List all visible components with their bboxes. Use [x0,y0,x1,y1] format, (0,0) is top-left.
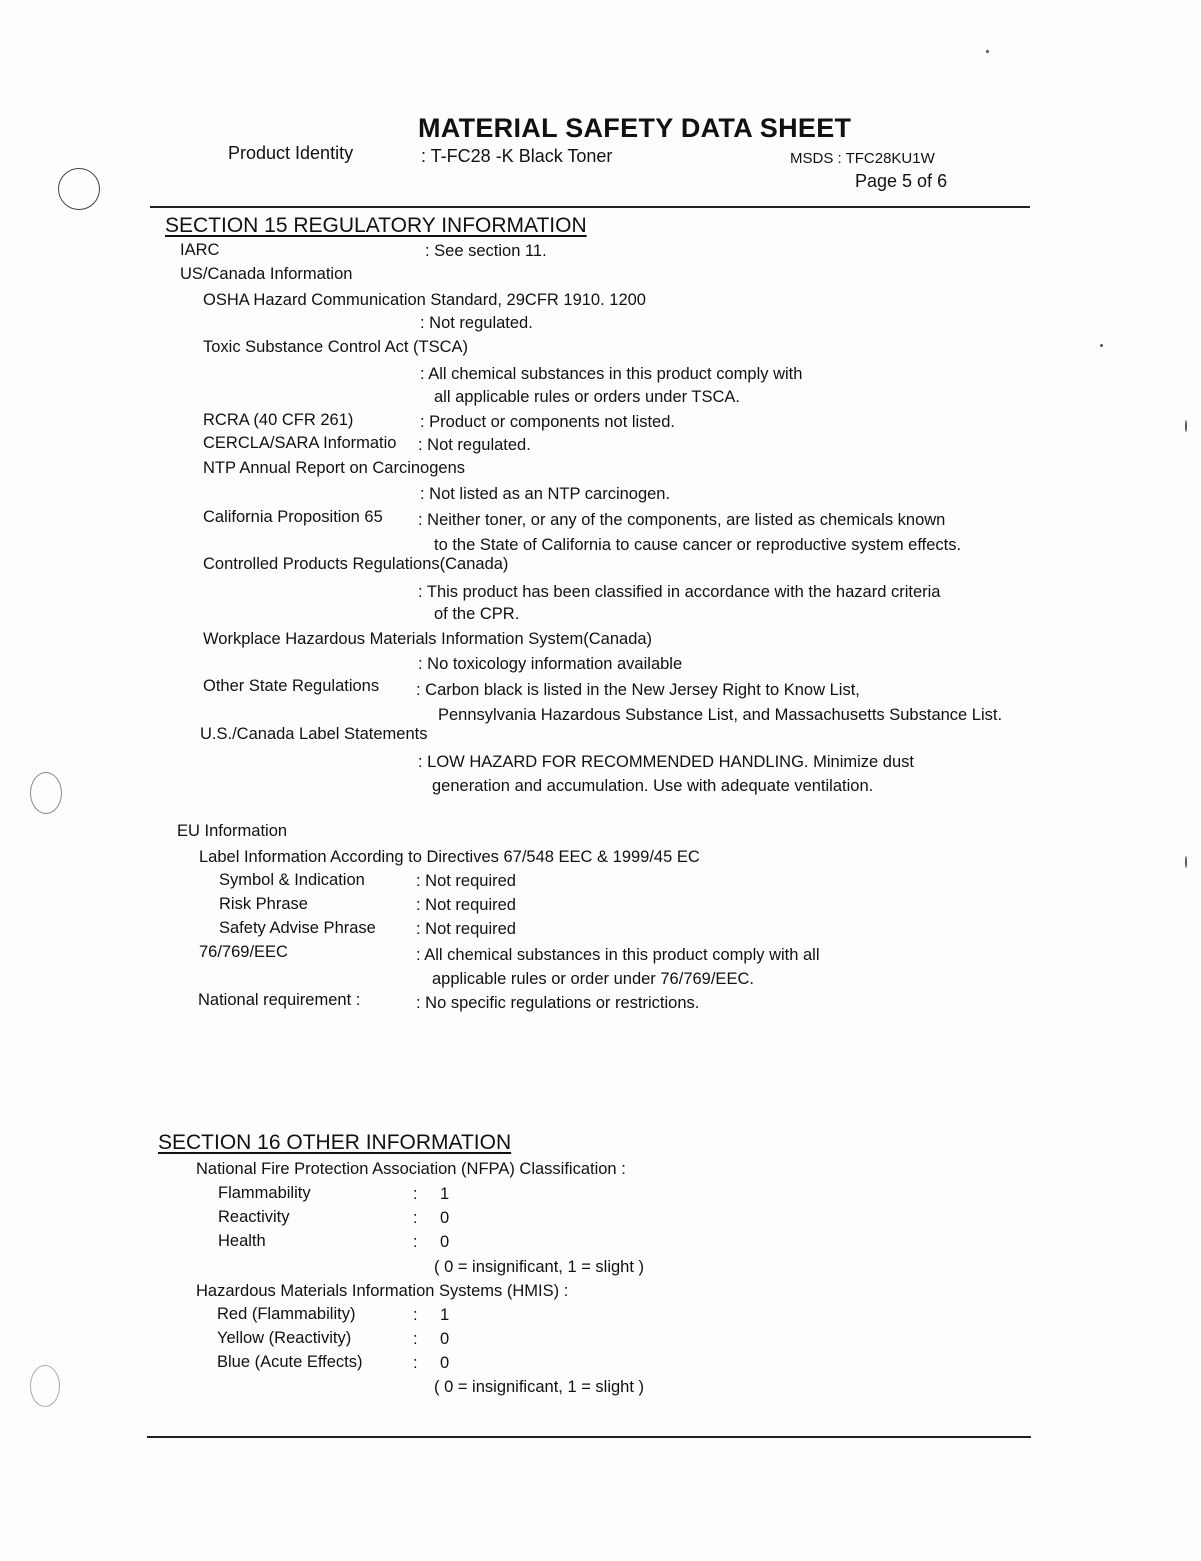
value-symbol-indication: : Not required [416,872,516,890]
value-iarc: : See section 11. [425,242,547,260]
value-national-requirement: : No specific regulations or restrictions. [416,994,700,1012]
value-cercla-sara: : Not regulated. [418,436,531,454]
section-16-heading: SECTION 16 OTHER INFORMATION [158,1131,512,1154]
label-controlled-products: Controlled Products Regulations(Canada) [203,555,509,573]
value-california-prop-65-line2: to the State of California to cause cancer or reproductive system effects. [434,536,962,554]
label-symbol-indication: Symbol & Indication [219,871,365,889]
label-national-requirement: National requirement : [198,991,361,1009]
value-osha: : Not regulated. [420,314,533,332]
label-safety-advise-phrase: Safety Advise Phrase [219,919,376,937]
label-eu-directives: Label Information According to Directives 67/548 EEC & 1999/45 EC [199,848,700,866]
value-tsca-line2: all applicable rules or orders under TSCA. [434,388,741,406]
value-ntp: : Not listed as an NTP carcinogen. [420,485,671,503]
label-hmis-yellow: Yellow (Reactivity) [217,1329,352,1347]
label-ntp: NTP Annual Report on Carcinogens [203,459,466,477]
value-label-statements-line2: generation and accumulation. Use with adequate ventilation. [432,777,874,795]
scan-speck [986,50,989,53]
label-nfpa-flammability: Flammability [218,1184,311,1202]
value-whmis: : No toxicology information available [418,655,683,673]
value-hmis-red: 1 [440,1306,450,1324]
label-76-769-eec: 76/769/EEC [199,943,288,961]
document-title: MATERIAL SAFETY DATA SHEET [418,113,852,143]
value-76-769-eec-line2: applicable rules or order under 76/769/EEC. [432,970,754,988]
value-rcra: : Product or components not listed. [420,413,675,431]
label-tsca: Toxic Substance Control Act (TSCA) [203,338,469,356]
colon: : [413,1185,418,1203]
colon: : [413,1233,418,1251]
footer-rule [147,1436,1031,1438]
colon: : [413,1354,418,1372]
label-eu-information: EU Information [177,822,288,840]
colon: : [413,1209,418,1227]
product-identity-label: Product Identity [228,143,354,163]
label-hmis: Hazardous Materials Information Systems (HMIS) : [196,1282,569,1300]
label-whmis: Workplace Hazardous Materials Information System(Canada) [203,630,653,648]
label-risk-phrase: Risk Phrase [219,895,308,913]
value-nfpa-flammability: 1 [440,1185,450,1203]
product-identity-value: : T-FC28 -K Black Toner [421,146,613,166]
binder-hole-mark [30,1365,60,1407]
header-rule [150,206,1030,208]
value-hmis-yellow: 0 [440,1330,450,1348]
colon: : [413,1306,418,1324]
label-other-state: Other State Regulations [203,677,380,695]
value-nfpa-reactivity: 0 [440,1209,450,1227]
value-california-prop-65-line1: : Neither toner, or any of the components, are listed as chemicals known [418,511,946,529]
value-safety-advise-phrase: : Not required [416,920,516,938]
value-other-state-line2: Pennsylvania Hazardous Substance List, and Massachusetts Substance List. [438,706,1003,724]
label-hmis-red: Red (Flammability) [217,1305,356,1323]
label-us-canada-information: US/Canada Information [180,265,353,283]
label-hmis-blue: Blue (Acute Effects) [217,1353,363,1371]
label-iarc: IARC [180,241,220,259]
value-controlled-products-line1: : This product has been classified in accordance with the hazard criteria [418,583,941,601]
label-california-prop-65: California Proposition 65 [203,508,383,526]
value-tsca-line1: : All chemical substances in this product comply with [420,365,803,383]
msds-number: MSDS : TFC28KU1W [790,150,935,167]
scan-speck [1100,344,1103,347]
value-risk-phrase: : Not required [416,896,516,914]
value-label-statements-line1: : LOW HAZARD FOR RECOMMENDED HANDLING. Minimize dust [418,753,914,771]
colon: : [413,1330,418,1348]
label-cercla-sara: CERCLA/SARA Informatio [203,434,397,452]
section-15-heading: SECTION 15 REGULATORY INFORMATION [165,214,587,237]
binder-hole-mark [58,168,100,210]
value-other-state-line1: : Carbon black is listed in the New Jersey Right to Know List, [416,681,860,699]
label-rcra: RCRA (40 CFR 261) [203,411,354,429]
hmis-legend: ( 0 = insignificant, 1 = slight ) [434,1378,645,1396]
binder-hole-mark [30,772,62,814]
scan-speck [1185,856,1187,868]
value-nfpa-health: 0 [440,1233,450,1251]
label-nfpa: National Fire Protection Association (NFPA) Classification : [196,1160,626,1178]
label-nfpa-reactivity: Reactivity [218,1208,290,1226]
value-76-769-eec-line1: : All chemical substances in this product comply with all [416,946,820,964]
value-hmis-blue: 0 [440,1354,450,1372]
label-us-canada-label-statements: U.S./Canada Label Statements [200,725,428,743]
value-controlled-products-line2: of the CPR. [434,605,520,623]
label-nfpa-health: Health [218,1232,266,1250]
scan-speck [1185,420,1187,432]
page-number: Page 5 of 6 [855,171,948,191]
nfpa-legend: ( 0 = insignificant, 1 = slight ) [434,1258,645,1276]
label-osha: OSHA Hazard Communication Standard, 29CFR 1910. 1200 [203,291,646,309]
